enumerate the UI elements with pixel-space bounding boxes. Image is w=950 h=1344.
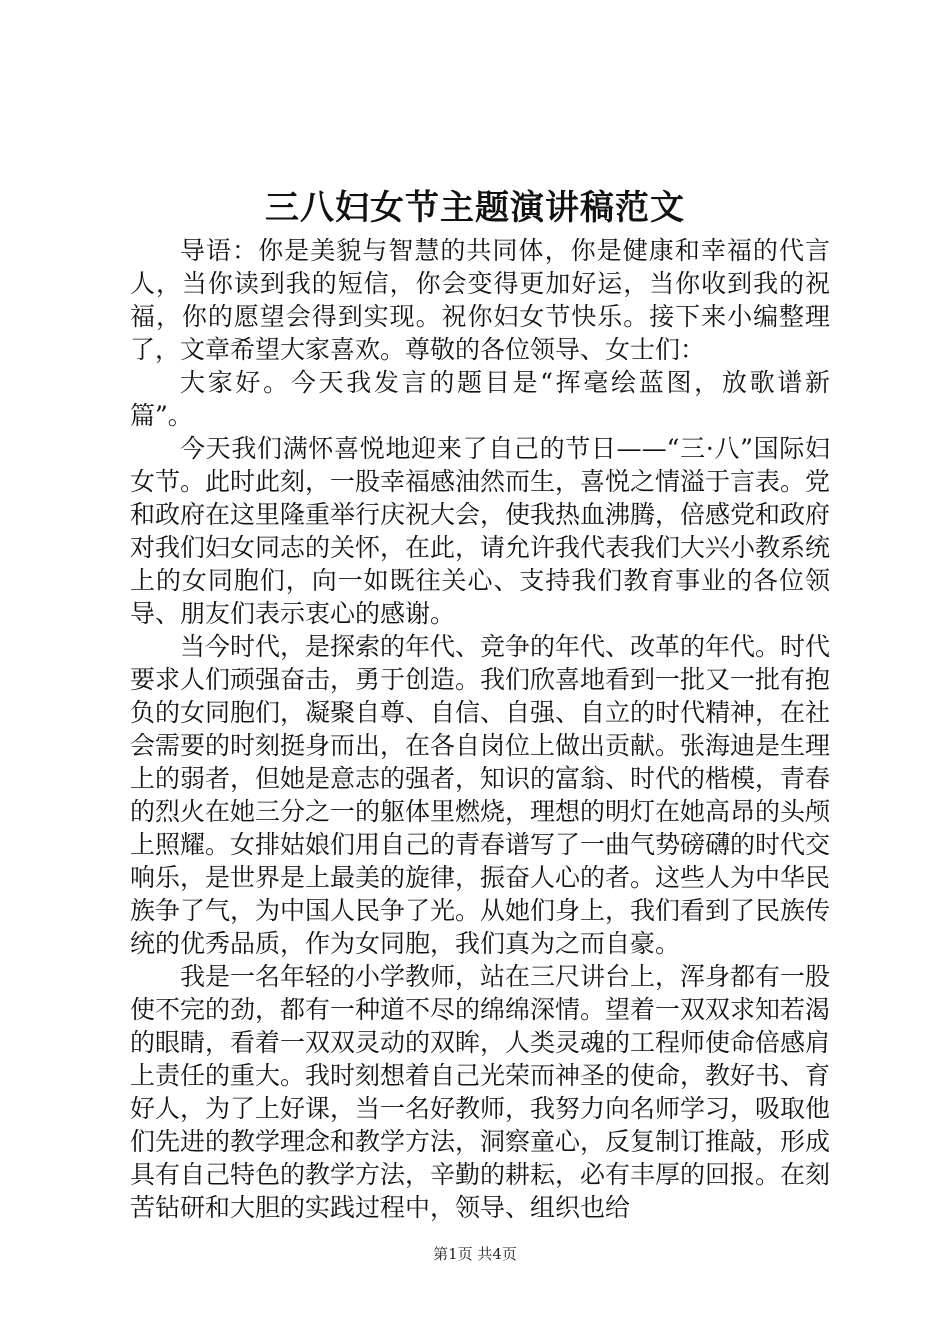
document-body: [130, 234, 830, 1224]
paragraph-teacher: 我是一名年轻的小学教师，站在三尺讲台上，浑身都有一股使不完的劲，都有一种道不尽的绵绵深情。望着一双双求知若渴的眼睛，看着一双双灵动的双眸，人类灵魂的工程师使命倍感肩上责任的重大。我时刻想着自己光荣而神圣的使命，教好书、育好人，为了上好课，当一名好教师，我努力向名师学习，吸取他们先进的教学理念和教学方法，洞察童心，反复制订推敲，形成具有自己特色的教学方法，辛勤的耕耘，必有丰厚的回报。在刻苦钻研和大胆的实践过程中，领导、组织也给: [130, 962, 831, 1222]
page-number: 第1页 共4页: [433, 1245, 517, 1263]
paragraph-intro: 导语：你是美貌与智慧的共同体，你是健康和幸福的代言人，当你读到我的短信，你会变得更加好运，当你收到我的祝福，你的愿望会得到实现。祝你妇女节快乐。接下来小编整理了，文章希望大家喜欢。尊敬的各位领导、女士们：: [130, 236, 830, 364]
paragraph-era: 当今时代，是探索的年代、竞争的年代、改革的年代。时代要求人们顽强奋击，勇于创造。我们欣喜地看到一批又一批有抱负的女同胞们，凝聚自尊、自信、自强、自立的时代精神，在社会需要的时刻挺身而出，在各自岗位上做出贡献。张海迪是生理上的弱者，但她是意志的强者，知识的富翁、时代的楷模，青春的烈火在她三分之一的躯体里燃烧，理想的明灯在她高昂的头颅上照耀。女排姑娘们用自己的青春谱写了一曲气势磅礴的时代交响乐，是世界是上最美的旋律，振奋人心的者。这些人为中华民族争了气，为中国人民争了光。从她们身上，我们看到了民族传统的优秀品质，作为女同胞，我们真为之而自豪。: [130, 632, 831, 958]
paragraph-festival: 今天我们满怀喜悦地迎来了自己的节日——“三·八”国际妇女节。此时此刻，一股幸福感油然而生，喜悦之情溢于言表。党和政府在这里隆重举行庆祝大会，使我热血沸腾，倍感党和政府对我们妇女同志的关怀，在此，请允许我代表我们大兴小教系统上的女同胞们，向一如既往关心、支持我们教育事业的各位领导、朋友们表示衷心的感谢。: [130, 434, 831, 628]
document-title: 三八妇女节主题演讲稿范文: [265, 188, 685, 228]
paragraph-greeting: 大家好。今天我发言的题目是“挥毫绘蓝图，放歌谱新篇”。: [130, 368, 830, 430]
